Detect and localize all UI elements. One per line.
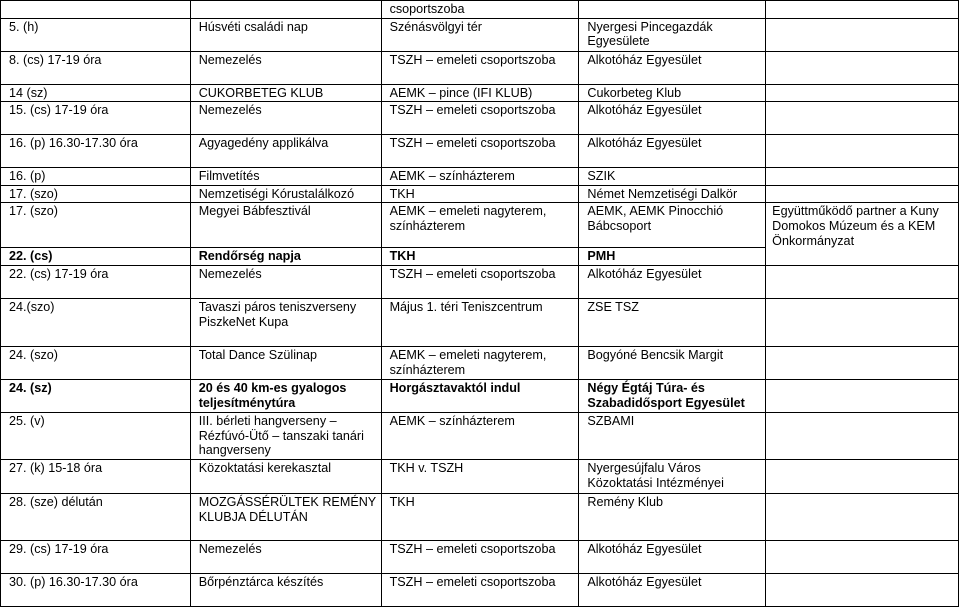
date-cell: 17. (szo): [1, 203, 191, 248]
table-row: [1, 540, 959, 573]
event-cell: Agyagedény applikálva: [190, 135, 381, 168]
table-row: [1, 102, 959, 135]
event-cell: Total Dance Szülinap: [190, 346, 381, 379]
location-cell: AEMK – színházterem: [381, 412, 579, 459]
organizer-cell: Bogyóné Bencsik Margit: [579, 346, 766, 379]
location-cell: AEMK – emeleti nagyterem, színházterem: [381, 203, 579, 248]
table-row: [1, 203, 959, 248]
table-row: [1, 185, 959, 203]
date-cell: 24. (szo): [1, 346, 191, 379]
location-cell: TKH: [381, 185, 579, 203]
date-cell: 8. (cs) 17-19 óra: [1, 51, 191, 84]
event-cell: Nemezelés: [190, 51, 381, 84]
event-cell: 20 és 40 km-es gyalogos teljesítménytúra: [190, 379, 381, 412]
event-cell: Tavaszi páros teniszverseny PiszkeNet Kupa: [190, 298, 381, 346]
partner-cell: [766, 298, 959, 346]
organizer-cell: ZSE TSZ: [579, 298, 766, 346]
table-row: [1, 168, 959, 186]
date-cell: [1, 1, 191, 19]
table-row: [1, 379, 959, 412]
table-row: [1, 459, 959, 493]
event-cell: [190, 1, 381, 19]
location-cell: TSZH – emeleti csoportszoba: [381, 51, 579, 84]
location-cell: TSZH – emeleti csoportszoba: [381, 102, 579, 135]
partner-cell: [766, 84, 959, 102]
event-cell: Nemezelés: [190, 265, 381, 298]
location-cell: csoportszoba: [381, 1, 579, 19]
event-cell: Filmvetítés: [190, 168, 381, 186]
location-cell: TKH v. TSZH: [381, 459, 579, 493]
location-cell: AEMK – színházterem: [381, 168, 579, 186]
partner-cell: [766, 379, 959, 412]
partner-cell: [766, 493, 959, 540]
partner-cell: [766, 51, 959, 84]
date-cell: 16. (p) 16.30-17.30 óra: [1, 135, 191, 168]
organizer-cell: SZBAMI: [579, 412, 766, 459]
event-cell: Húsvéti családi nap: [190, 18, 381, 51]
organizer-cell: Alkotóház Egyesület: [579, 265, 766, 298]
table-row: [1, 573, 959, 606]
event-cell: III. bérleti hangverseny – Rézfúvó-Ütő – tanszaki tanári hangverseny: [190, 412, 381, 459]
table-row: [1, 84, 959, 102]
location-cell: Horgásztavaktól indul: [381, 379, 579, 412]
date-cell: 22. (cs) 17-19 óra: [1, 265, 191, 298]
event-cell: CUKORBETEG KLUB: [190, 84, 381, 102]
organizer-cell: PMH: [579, 248, 766, 266]
date-cell: 25. (v): [1, 412, 191, 459]
partner-cell: [766, 573, 959, 606]
organizer-cell: Remény Klub: [579, 493, 766, 540]
date-cell: 16. (p): [1, 168, 191, 186]
event-cell: Rendőrség napja: [190, 248, 381, 266]
partner-cell: [766, 135, 959, 168]
partner-cell: [766, 102, 959, 135]
table-row: [1, 298, 959, 346]
organizer-cell: AEMK, AEMK Pinocchió Bábcsoport: [579, 203, 766, 248]
organizer-cell: SZIK: [579, 168, 766, 186]
location-cell: TSZH – emeleti csoportszoba: [381, 265, 579, 298]
event-cell: Megyei Bábfesztivál: [190, 203, 381, 248]
location-cell: TSZH – emeleti csoportszoba: [381, 540, 579, 573]
table-row: [1, 493, 959, 540]
table-row: [1, 346, 959, 379]
date-cell: 15. (cs) 17-19 óra: [1, 102, 191, 135]
date-cell: 14 (sz): [1, 84, 191, 102]
location-cell: TKH: [381, 493, 579, 540]
event-cell: Közoktatási kerekasztal: [190, 459, 381, 493]
location-cell: AEMK – pince (IFI KLUB): [381, 84, 579, 102]
organizer-cell: Nyergesi Pincegazdák Egyesülete: [579, 18, 766, 51]
partner-cell: [766, 18, 959, 51]
event-cell: Nemzetiségi Kórustalálkozó: [190, 185, 381, 203]
organizer-cell: Nyergesújfalu Város Közoktatási Intézményei: [579, 459, 766, 493]
partner-cell: [766, 265, 959, 298]
organizer-cell: [579, 1, 766, 19]
partner-cell: [766, 459, 959, 493]
date-cell: 29. (cs) 17-19 óra: [1, 540, 191, 573]
date-cell: 24. (sz): [1, 379, 191, 412]
organizer-cell: Német Nemzetiségi Dalkör: [579, 185, 766, 203]
table-row: [1, 1, 959, 19]
location-cell: TSZH – emeleti csoportszoba: [381, 135, 579, 168]
organizer-cell: Alkotóház Egyesület: [579, 51, 766, 84]
date-cell: 22. (cs): [1, 248, 191, 266]
table-row: [1, 135, 959, 168]
organizer-cell: Alkotóház Egyesület: [579, 540, 766, 573]
partner-cell: [766, 168, 959, 186]
table-row: [1, 18, 959, 51]
event-cell: Bőrpénztárca készítés: [190, 573, 381, 606]
partner-cell: [766, 412, 959, 459]
date-cell: 24.(szo): [1, 298, 191, 346]
partner-cell: Együttműködő partner a Kuny Domokos Múzeum és a KEM Önkormányzat: [766, 203, 959, 266]
organizer-cell: Cukorbeteg Klub: [579, 84, 766, 102]
date-cell: 27. (k) 15-18 óra: [1, 459, 191, 493]
organizer-cell: Alkotóház Egyesület: [579, 102, 766, 135]
organizer-cell: Alkotóház Egyesület: [579, 573, 766, 606]
location-cell: TSZH – emeleti csoportszoba: [381, 573, 579, 606]
date-cell: 28. (sze) délután: [1, 493, 191, 540]
location-cell: AEMK – emeleti nagyterem, színházterem: [381, 346, 579, 379]
event-cell: Nemezelés: [190, 540, 381, 573]
location-cell: Május 1. téri Teniszcentrum: [381, 298, 579, 346]
partner-cell: [766, 185, 959, 203]
organizer-cell: Négy Égtáj Túra- és Szabadidősport Egyesület: [579, 379, 766, 412]
table-row: [1, 412, 959, 459]
event-cell: Nemezelés: [190, 102, 381, 135]
organizer-cell: Alkotóház Egyesület: [579, 135, 766, 168]
event-cell: MOZGÁSSÉRÜLTEK REMÉNY KLUBJA DÉLUTÁN: [190, 493, 381, 540]
partner-cell: [766, 346, 959, 379]
table-row: [1, 51, 959, 84]
partner-cell: [766, 1, 959, 19]
table-row: [1, 265, 959, 298]
date-cell: 30. (p) 16.30-17.30 óra: [1, 573, 191, 606]
date-cell: 5. (h): [1, 18, 191, 51]
location-cell: Szénásvölgyi tér: [381, 18, 579, 51]
partner-cell: [766, 540, 959, 573]
location-cell: TKH: [381, 248, 579, 266]
date-cell: 17. (szo): [1, 185, 191, 203]
